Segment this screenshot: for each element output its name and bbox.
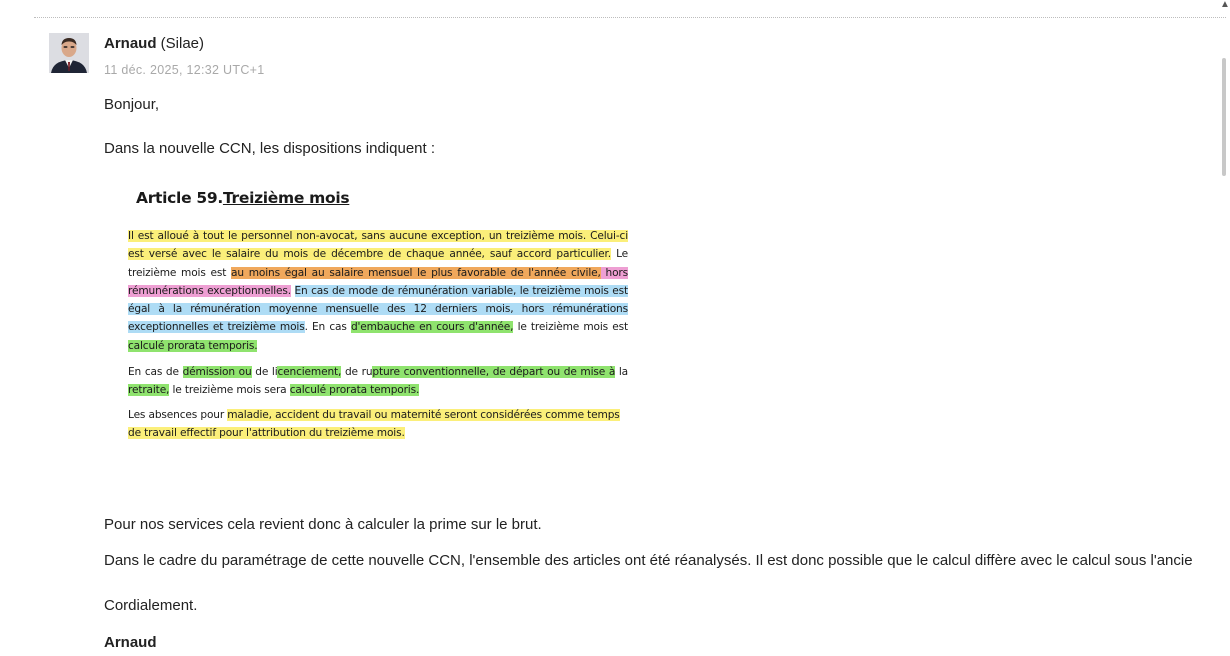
excerpt-segment: Le treizième mois est [128, 248, 628, 279]
sender-org: (Silae) [160, 35, 205, 52]
excerpt-segment: Les absences pour [128, 409, 228, 421]
article-paragraph-3 [128, 406, 628, 443]
excerpt-segment: . En cas [304, 321, 351, 334]
message-divider [34, 17, 1226, 18]
article-excerpt-image [126, 182, 632, 444]
scrollbar-thumb[interactable] [1222, 58, 1226, 176]
excerpt-segment: de ru [341, 366, 373, 378]
excerpt-segment: d'embauche en cours d'année, [350, 321, 514, 334]
excerpt-segment [291, 285, 295, 297]
article-title-prefix: Article 59. [136, 189, 223, 207]
message-timestamp: 11 déc. 2025, 12:32 UTC+1 [104, 63, 265, 77]
collapse-icon[interactable]: ▲ [1220, 0, 1230, 10]
excerpt-segment: le treizième mois sera [169, 384, 290, 397]
excerpt-segment: hors rémunérations exceptionnelles. [128, 266, 628, 297]
article-title-main: Treizième mois [222, 189, 350, 207]
article-paragraph-1 [128, 227, 628, 355]
body-regards: Cordialement. [104, 597, 198, 614]
excerpt-segment: calculé prorata temporis. [289, 384, 420, 397]
excerpt-segment: En cas de [128, 366, 183, 378]
sender-name[interactable]: Arnaud [104, 35, 157, 52]
body-intro: Dans la nouvelle CCN, les dispositions indiquent : [104, 140, 436, 157]
excerpt-segment: Il est alloué à tout le personnel non-avocat, sans aucune exception, un treizième mois. Celui-ci est versé avec le salaire du mois de décembre de chaque année, sauf accord particulier. [128, 230, 628, 261]
body-services: Pour nos services cela revient donc à calculer la prime sur le brut. [104, 516, 542, 533]
body-signature: Arnaud [104, 634, 157, 651]
excerpt-segment: la [615, 366, 629, 378]
article-title [136, 188, 349, 208]
body-context: Dans le cadre du paramétrage de cette nouvelle CCN, l'ensemble des articles ont été réanalysés. Il est donc possible que le calcul diffère avec le calcul sous l'ancie [104, 552, 1193, 569]
excerpt-segment: calculé prorata temporis. [128, 339, 258, 352]
article-paragraph-2 [128, 363, 628, 400]
excerpt-segment: maladie, accident du travail ou maternité seront considérées comme temps de travail effectif pour l'attribution du treizième mois. [128, 409, 620, 440]
excerpt-segment: au moins égal au salaire mensuel le plus favorable de l'année civile, [231, 266, 601, 279]
excerpt-segment: cenciement, [277, 366, 342, 378]
avatar[interactable] [49, 33, 89, 73]
excerpt-segment: En cas de mode de rémunération variable, le treizième mois est égal à la rémunération moyenne mensuelle des 12 derniers mois, hors rémunérations exceptionnelles et treizième mois [128, 284, 629, 334]
body-greeting: Bonjour, [104, 96, 160, 113]
excerpt-segment: le treizième mois est [513, 321, 628, 334]
user-photo-icon [49, 33, 89, 73]
excerpt-segment: retraite, [128, 384, 170, 397]
excerpt-segment: pture conventionnelle, de départ ou de mise à [372, 366, 616, 378]
excerpt-segment: démission ou [182, 366, 252, 378]
sender [104, 34, 204, 54]
excerpt-segment: de li [251, 366, 278, 378]
